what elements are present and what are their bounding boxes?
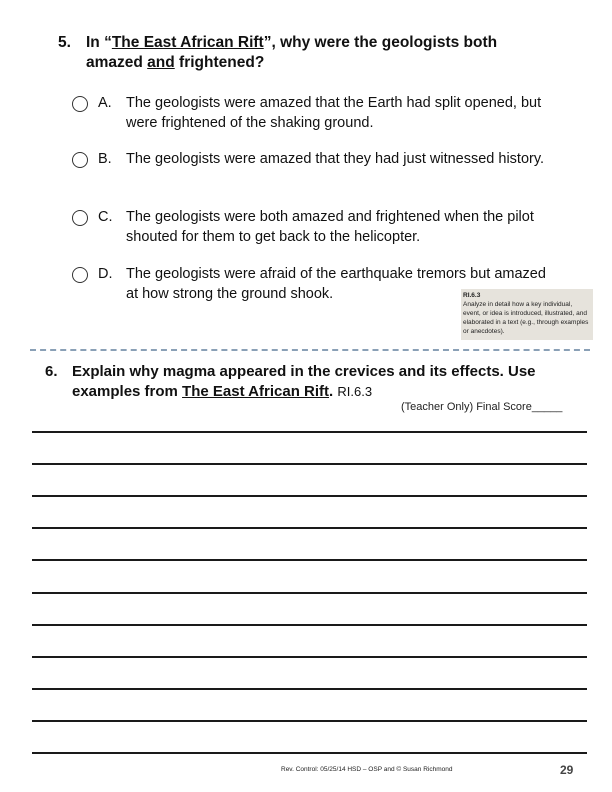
answer-line[interactable]: [32, 463, 587, 465]
option-text: The geologists were amazed that the Earth had split opened, but were frightened of the shaking ground.: [126, 95, 542, 131]
option-text: The geologists were afraid of the earthquake tremors but amazed at how strong the ground shook.: [126, 266, 546, 302]
radio-c[interactable]: [72, 210, 88, 226]
option-text: The geologists were both amazed and frightened when the pilot shouted for them to get back to the helicopter.: [126, 209, 534, 245]
option-text: The geologists were amazed that they had just witnessed history.: [126, 151, 545, 167]
emphasis-and: and: [147, 54, 175, 71]
page-number: 29: [560, 763, 574, 777]
standard-reference: RI.6.3: [337, 384, 373, 399]
option-letter: C.: [98, 209, 113, 225]
answer-line[interactable]: [32, 688, 587, 690]
question-5-text: In “The East African Rift”, why were the geologists both amazed and frightened?: [86, 34, 498, 71]
answer-line[interactable]: [32, 527, 587, 529]
option-letter: D.: [98, 266, 113, 282]
answer-line[interactable]: [32, 592, 587, 594]
story-title: The East African Rift: [111, 34, 264, 51]
radio-d[interactable]: [72, 267, 88, 283]
answer-line[interactable]: [32, 559, 587, 561]
question-6-text: Explain why magma appeared in the crevices and its effects. Use examples from The East African Rift. RI.6.3: [72, 363, 536, 400]
answer-line[interactable]: [32, 495, 587, 497]
footer-text: Rev. Control: 05/25/14 HSD – OSP and © Susan Richmond: [281, 766, 453, 773]
teacher-score-label: (Teacher Only) Final Score_____: [401, 401, 563, 413]
standard-box: [461, 289, 593, 340]
section-divider: [30, 349, 590, 351]
standard-text: Analyze in detail how a key individual, event, or idea is introduced, illustrated, and elaborated in a text (e.g., through examples or anecdotes).: [463, 301, 589, 335]
answer-line[interactable]: [32, 431, 587, 433]
option-letter: B.: [98, 151, 112, 167]
option-letter: A.: [98, 95, 112, 111]
question-6-number: 6.: [45, 363, 58, 380]
answer-line[interactable]: [32, 656, 587, 658]
story-title: The East African Rift: [182, 383, 330, 400]
radio-a[interactable]: [72, 96, 88, 112]
question-5-number: 5.: [58, 34, 71, 51]
answer-line[interactable]: [32, 752, 587, 754]
answer-line[interactable]: [32, 720, 587, 722]
answer-line[interactable]: [32, 624, 587, 626]
standard-code: RI.6.3: [463, 292, 481, 299]
radio-b[interactable]: [72, 152, 88, 168]
